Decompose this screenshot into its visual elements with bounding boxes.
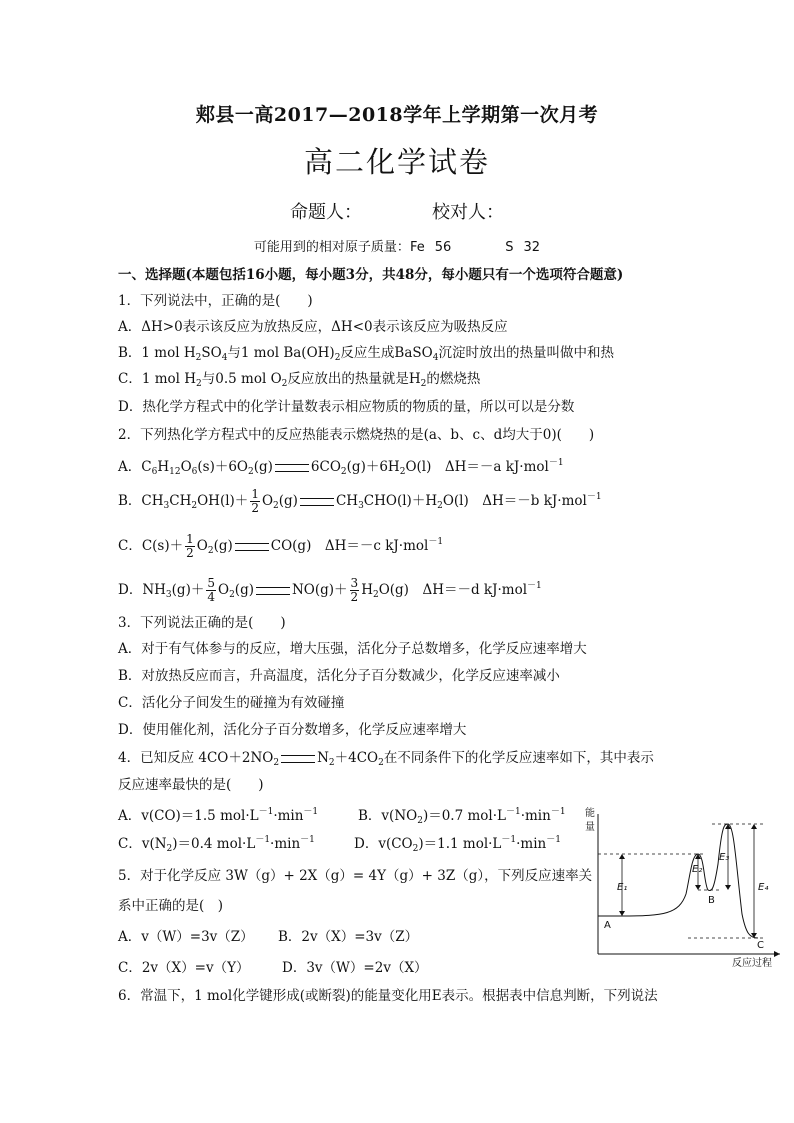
equals-arrow-icon xyxy=(275,464,309,472)
q1-b-sub: 4 xyxy=(221,353,228,363)
q3-option-d: D．使用催化剂，活化分子百分数增多，化学反应速率增大 xyxy=(118,722,467,738)
q2-b-sub: 3 xyxy=(163,501,170,511)
subject-title: 高二化学试卷 xyxy=(303,145,490,179)
frac-den: 4 xyxy=(207,590,215,604)
equals-arrow-icon xyxy=(281,755,315,763)
equals-arrow-icon xyxy=(300,498,334,506)
q2-d-part: (g) xyxy=(234,582,254,598)
q5-option-a: A．v（W）=3v（Z） xyxy=(118,929,254,945)
q1-c-part: 的燃烧热 xyxy=(426,371,481,387)
q5-option-c: C．2v（X）=v（Y） xyxy=(118,960,250,976)
proofreader-label: 校对人： xyxy=(432,202,504,223)
frac-den: 2 xyxy=(186,546,194,560)
q2-a-sub: 6 xyxy=(151,467,158,477)
q1-b-sub: 2 xyxy=(195,353,202,363)
q5-stem-2: 系中正确的是( ) xyxy=(118,898,224,914)
q2-d-part: O xyxy=(217,582,230,598)
atomic-mass-line xyxy=(0,236,794,255)
q4-option-b xyxy=(358,803,566,830)
q2-b-sub: 2 xyxy=(191,501,198,511)
q3-option-b: B．对放热反应而言，升高温度，活化分子百分数减少，化学反应速率减小 xyxy=(118,668,560,684)
q4-stem-part: N xyxy=(317,750,329,766)
q2-stem: 2．下列热化学方程式中的反应热能表示燃烧热的是(a、b、c、d均大于0)( ) xyxy=(118,427,595,443)
q2-c-sup: －1 xyxy=(428,537,444,547)
q2-d-part: D．NH xyxy=(118,582,166,598)
q1-b-sub: 4 xyxy=(432,353,439,363)
q4-b-part: )＝0.7 mol·L xyxy=(422,808,506,824)
q2-a-h: H xyxy=(157,459,170,475)
q4-d-part: D．v(CO xyxy=(354,836,413,852)
q2-a-part: O(l) ΔH＝－a kJ·mol xyxy=(405,459,549,475)
q1-b-part: 反应生成BaSO xyxy=(340,345,433,361)
q1-b-part: B．1 mol H xyxy=(118,345,196,361)
q2-a-part: (g) xyxy=(253,459,273,475)
q4-c-sub: 2 xyxy=(166,844,173,854)
exam-title: 郏县一高2017—2018学年上学期第一次月考 xyxy=(195,104,599,126)
q1-option-c xyxy=(118,370,480,393)
q4-option-c xyxy=(118,831,315,858)
q2-a-sub: 6 xyxy=(191,467,198,477)
frac-num: 3 xyxy=(350,576,359,590)
author-label: 命题人： xyxy=(290,202,362,223)
q3-option-c: C．活化分子间发生的碰撞为有效碰撞 xyxy=(118,695,345,711)
q4-c-part: ·min xyxy=(270,836,301,852)
q1-c-sub: 2 xyxy=(196,379,202,389)
q2-b-part: (g) xyxy=(278,493,298,509)
fraction-one-half xyxy=(250,488,260,515)
q4-stem-part: ＋4CO xyxy=(334,750,379,766)
q1-option-b xyxy=(118,344,614,367)
fe-mass: 56 xyxy=(434,240,452,255)
q2-b-part: CH xyxy=(335,493,359,509)
q1-c-part: 反应放出的热量就是H xyxy=(287,371,421,387)
q2-b-part: CHO(l)＋H xyxy=(363,493,438,509)
q1-b-part: 与1 mol Ba(OH) xyxy=(227,345,335,361)
q5-stem: 5．对于化学反应 3W（g）+ 2X（g）= 4Y（g）+ 3Z（g），下列反应速率关 xyxy=(118,868,593,884)
q4-stem xyxy=(118,749,654,772)
q2-c-part: (g) xyxy=(213,538,233,554)
q5-option-d: D．3v（W）=2v（X） xyxy=(282,960,428,976)
frac-num: 1 xyxy=(251,487,259,501)
q2-a-sub: 12 xyxy=(169,467,181,477)
frac-num: 1 xyxy=(186,532,194,546)
e3-label: E₃ xyxy=(719,852,730,863)
q6-stem: 6．常温下，1 mol化学键形成(或断裂)的能量变化用E表示。根据表中信息判断，下列说法 xyxy=(118,988,658,1004)
q2-d-part: H xyxy=(361,582,373,598)
q2-a-part: (g)＋6H xyxy=(346,459,400,475)
q2-option-b xyxy=(118,488,602,515)
fraction-five-fourths xyxy=(206,577,216,604)
q4-d-part: ·min xyxy=(516,836,547,852)
point-a-label: A xyxy=(604,920,611,931)
q2-b-part: O xyxy=(261,493,274,509)
q4-b-part: B．v(NO xyxy=(358,808,418,824)
q2-b-sub: 2 xyxy=(437,501,443,511)
x-axis-arrowhead xyxy=(774,951,780,957)
equals-arrow-icon xyxy=(256,587,290,595)
q2-d-sub: 2 xyxy=(229,590,235,600)
q2-a-sup: －1 xyxy=(548,458,564,468)
q2-a-sub: 2 xyxy=(248,467,254,477)
q4-c-sup: －1 xyxy=(300,835,315,845)
point-b-label: B xyxy=(708,895,715,906)
energy-diagram xyxy=(584,804,784,970)
y-axis-label-1: 能 xyxy=(585,808,595,819)
q2-option-d xyxy=(118,577,542,604)
atomic-mass-label: 可能用到的相对原子质量： xyxy=(253,240,410,255)
equals-arrow-icon xyxy=(235,543,269,551)
q1-b-part: 沉淀时放出的热量叫做中和热 xyxy=(438,345,614,361)
author-line xyxy=(0,198,794,224)
q4-a-sup: －1 xyxy=(303,807,319,817)
q4-a-sup: －1 xyxy=(258,807,274,817)
q4-c-part: C．v(N xyxy=(118,836,167,852)
q2-a-sub: 2 xyxy=(340,467,347,477)
q2-a-sub: 2 xyxy=(399,467,406,477)
fe-symbol: Fe xyxy=(409,240,425,255)
q2-a-part: 6CO xyxy=(310,459,341,475)
q2-b-part: O(l) ΔH＝－b kJ·mol xyxy=(442,493,587,509)
q5-option-b: B．2v（X）=3v（Z） xyxy=(278,929,419,945)
q4-a-part: A．v(CO)＝1.5 mol·L xyxy=(118,808,259,824)
e4-label: E₄ xyxy=(758,882,769,893)
fraction-three-halves xyxy=(350,577,360,604)
q4-c-sup: －1 xyxy=(255,835,271,845)
e1-label: E₁ xyxy=(617,882,628,893)
q2-c-part: C．C(s)＋ xyxy=(118,538,184,554)
q4-stem-sub: 2 xyxy=(378,758,384,768)
q2-d-sub: 2 xyxy=(372,590,379,600)
y-axis-label-2: 量 xyxy=(585,822,595,833)
frac-den: 2 xyxy=(251,501,259,515)
q4-d-sub: 2 xyxy=(412,844,419,854)
q4-stem-sub: 2 xyxy=(273,758,280,768)
q2-a-part: (s)＋6O xyxy=(197,459,248,475)
q1-c-sub: 2 xyxy=(420,379,427,389)
q2-b-sub: 3 xyxy=(358,501,364,511)
q2-d-sup: －1 xyxy=(527,581,542,591)
q2-b-sub: 2 xyxy=(273,501,279,511)
fraction-one-half xyxy=(185,533,195,560)
q3-stem: 3．下列说法正确的是( ) xyxy=(118,615,286,631)
q4-b-sub: 2 xyxy=(417,816,423,826)
q4-stem-sub: 2 xyxy=(328,758,335,768)
frac-num: 5 xyxy=(207,576,215,590)
q1-c-part: C．1 mol H xyxy=(118,371,197,387)
q4-stem-part: 在不同条件下的化学反应速率如下，其中表示 xyxy=(383,750,654,766)
q2-a-part: A．C xyxy=(118,459,152,475)
q4-a-part: ·min xyxy=(273,808,304,824)
q2-b-part: CH xyxy=(169,493,192,509)
q2-d-part: O(g) ΔH＝－d kJ·mol xyxy=(378,582,528,598)
q3-option-a: A．对于有气体参与的反应，增大压强，活化分子总数增多，化学反应速率增大 xyxy=(118,641,587,657)
q2-c-part: O xyxy=(196,538,208,554)
point-c-label: C xyxy=(757,940,764,951)
frac-den: 2 xyxy=(350,590,359,604)
q2-option-c xyxy=(118,533,443,560)
q1-option-a: A．ΔH>0表示该反应为放热反应，ΔH<0表示该反应为吸热反应 xyxy=(118,319,508,335)
q2-option-a xyxy=(118,454,564,481)
q4-option-a xyxy=(118,803,318,825)
q4-stem-2: 反应速率最快的是( ) xyxy=(118,777,264,793)
x-axis-label: 反应过程 xyxy=(732,958,772,969)
q2-c-sub: 2 xyxy=(207,546,214,556)
q4-b-sup: －1 xyxy=(550,807,566,817)
q4-b-part: ·min xyxy=(520,808,551,824)
q4-b-sup: －1 xyxy=(505,807,521,817)
q2-b-sup: －1 xyxy=(586,492,602,502)
q4-d-part: )＝1.1 mol·L xyxy=(418,836,502,852)
q4-d-sup: －1 xyxy=(546,835,561,845)
q2-b-part: B．CH xyxy=(118,493,164,509)
s-symbol: S xyxy=(505,240,514,255)
q4-option-d xyxy=(354,831,561,858)
q4-stem-part: 4．已知反应 4CO＋2NO xyxy=(118,750,274,766)
reaction-curve xyxy=(622,824,758,938)
e2-label: E₂ xyxy=(692,864,703,875)
q2-a-o: O xyxy=(180,459,192,475)
q2-c-part: CO(g) ΔH＝－c kJ·mol xyxy=(270,538,429,554)
q1-option-d: D．热化学方程式中的化学计量数表示相应物质的物质的量，所以可以是分数 xyxy=(118,399,575,415)
q2-d-part: (g)＋ xyxy=(171,582,205,598)
q4-d-sup: －1 xyxy=(501,835,517,845)
q2-d-part: NO(g)＋ xyxy=(291,582,348,598)
section-heading: 一、选择题(本题包括16小题，每小题3分，共48分，每小题只有一个选项符合题意) xyxy=(118,267,624,283)
q1-c-sub: 2 xyxy=(281,379,288,389)
q2-d-sub: 3 xyxy=(165,590,172,600)
q4-c-part: )＝0.4 mol·L xyxy=(172,836,256,852)
q2-b-part: OH(l)＋ xyxy=(197,493,249,509)
q1-stem: 1．下列说法中，正确的是( ) xyxy=(118,293,313,309)
s-mass: 32 xyxy=(523,240,541,255)
q1-b-sub: 2 xyxy=(334,353,341,363)
q1-c-part: 与0.5 mol O xyxy=(201,371,282,387)
q1-b-part: SO xyxy=(201,345,222,361)
